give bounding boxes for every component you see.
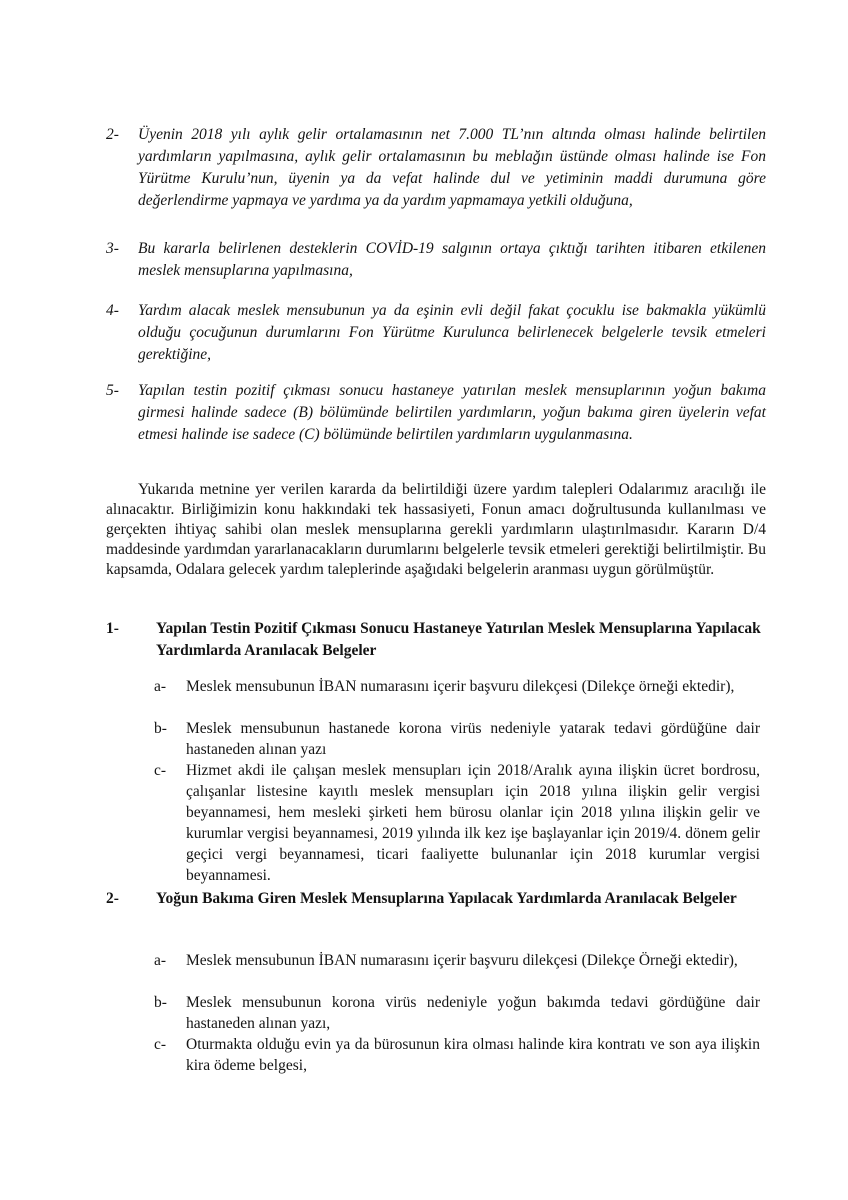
- list-item: [154, 992, 760, 1034]
- item-text: Meslek mensubunun hastanede korona virüs nedeniyle yatarak tedavi gördüğüne dair hastaneden alınan yazı: [186, 720, 760, 758]
- section-heading-1: [106, 618, 766, 662]
- item-text: Yapılan testin pozitif çıkması sonucu hastaneye yatırılan meslek mensuplarının yoğun bakıma girmesi halinde sadece (B) bölümünde belirtilen yardımların, yoğun bakıma giren üyelerin vefat etmesi halinde ise sadece (C) bölümünde belirtilen yardımların uygulanmasına.: [138, 382, 766, 443]
- item-number: 5-: [106, 382, 119, 399]
- item-number: 4-: [106, 302, 119, 319]
- list-item: [106, 300, 766, 366]
- list-item: [154, 760, 760, 886]
- list-item: [154, 1034, 760, 1076]
- body-paragraph: Yukarıda metnine yer verilen kararda da belirtildiği üzere yardım talepleri Odalarımız aracılığı ile alınacaktır. Birliğimizin konu hakkındaki tek hassasiyeti, Fonun amacı doğrultusunda kullanılması ve gerçekten ihtiyaç sahibi olan meslek mensuplarına gerekli yardımların ulaştırılmasıdır. Kararın D/4 maddesinde yardımdan yararlanacakların durumlarını belgelerle tevsik etmeleri gerektiği belirtilmiştir. Bu kapsamda, Odalara gelecek yardım taleplerinde aşağıdaki belgelerin aranması uygun görülmüştür.: [106, 481, 766, 578]
- list-item: [106, 380, 766, 446]
- item-text: Meslek mensubunun İBAN numarasını içerir başvuru dilekçesi (Dilekçe Örneği ektedir),: [186, 952, 738, 969]
- list-item: [154, 950, 760, 971]
- item-text: Meslek mensubunun korona virüs nedeniyle yoğun bakımda tedavi gördüğüne dair hastaneden alınan yazı,: [186, 994, 760, 1032]
- list-item: [106, 238, 766, 282]
- section-title: Yoğun Bakıma Giren Meslek Mensuplarına Yapılacak Yardımlarda Aranılacak Belgeler: [156, 890, 737, 907]
- list-item: [154, 676, 760, 697]
- section-number: 1-: [106, 620, 119, 637]
- item-letter: c-: [154, 1036, 167, 1053]
- item-number: 2-: [106, 126, 119, 143]
- item-text: Hizmet akdi ile çalışan meslek mensupları için 2018/Aralık ayına ilişkin ücret bordrosu, çalışanlar listesine kayıtlı meslek mensupları için 2018 yılına ilişkin gelir vergisi beyannamesi, hem mesleki şirketi hem bürosu olanlar için 2018 yılına ilişkin gelir ve kurumlar vergisi beyannamesi, 2019 yılında ilk kez işe başlayanlar için 2019/4. dönem gelir geçici vergi beyannamesi, ticari faaliyette bulunanlar için 2018 kurumlar vergisi beyannamesi.: [186, 762, 760, 884]
- item-letter: a-: [154, 678, 167, 695]
- item-text: Yardım alacak meslek mensubunun ya da eşinin evli değil fakat çocuklu ise bakmakla yükümlü olduğu çocuğunun durumlarını Fon Yürütme Kurulunca belirlenecek belgelerle tevsik etmeleri gerektiğine,: [138, 302, 766, 363]
- item-letter: c-: [154, 762, 167, 779]
- item-text: Meslek mensubunun İBAN numarasını içerir başvuru dilekçesi (Dilekçe örneği ektedir),: [186, 678, 735, 695]
- item-letter: b-: [154, 994, 167, 1011]
- section-heading-2: [106, 888, 766, 910]
- item-text: Bu kararla belirlenen desteklerin COVİD-19 salgının ortaya çıktığı tarihten itibaren etkilenen meslek mensuplarına yapılmasına,: [138, 240, 766, 279]
- section-number: 2-: [106, 890, 119, 907]
- list-item: [106, 124, 766, 212]
- item-text: Oturmakta olduğu evin ya da bürosunun kira olması halinde kira kontratı ve son aya ilişkin kira ödeme belgesi,: [186, 1036, 760, 1074]
- item-number: 3-: [106, 240, 119, 257]
- item-letter: a-: [154, 952, 167, 969]
- list-item: [154, 718, 760, 760]
- section-title: Yapılan Testin Pozitif Çıkması Sonucu Hastaneye Yatırılan Meslek Mensuplarına Yapılacak Yardımlarda Aranılacak Belgeler: [156, 620, 761, 659]
- item-letter: b-: [154, 720, 167, 737]
- item-text: Üyenin 2018 yılı aylık gelir ortalamasının net 7.000 TL’nın altında olması halinde belirtilen yardımların yapılmasına, aylık gelir ortalamasının bu meblağın üstünde olması halinde ise Fon Yürütme Kurulu’nun, üyenin ya da vefat halinde dul ve yetiminin maddi durumuna göre değerlendirme yapmaya ve yardıma ya da yardım yapmamaya yetkili olduğuna,: [138, 126, 766, 209]
